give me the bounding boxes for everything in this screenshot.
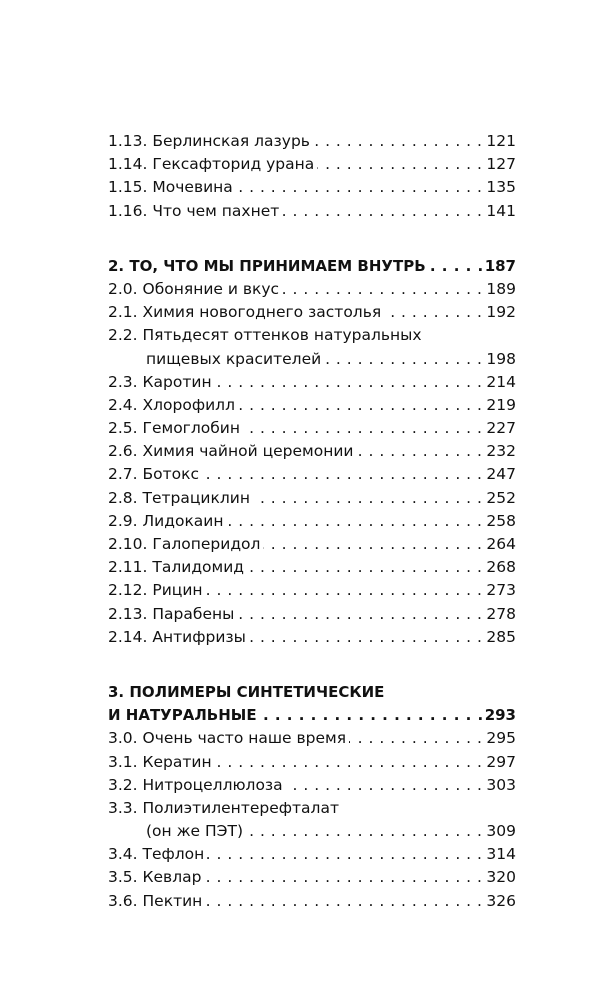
toc-entry-page: 141	[483, 200, 516, 223]
toc-entry-text	[108, 465, 202, 483]
toc-entry-number: 1.16.	[108, 201, 148, 220]
toc-entry	[108, 890, 516, 913]
toc-entry	[108, 278, 516, 301]
toc-entry-text	[108, 396, 238, 414]
toc-entry	[108, 371, 516, 394]
toc-entry-number: 1.15.	[108, 178, 148, 197]
toc-entry-page: 309	[483, 820, 516, 843]
toc-entry-title: Кевлар	[142, 868, 202, 887]
toc-section	[108, 255, 516, 649]
toc-entry	[108, 176, 516, 199]
toc-entry-title: Обоняние и вкус	[142, 279, 280, 298]
toc-entry-number: 2.10.	[108, 535, 148, 553]
toc-entry-text	[108, 753, 215, 771]
toc-entry-page: 227	[483, 417, 516, 440]
toc-entry-page: 285	[483, 626, 516, 649]
toc-entry-number: 2.4.	[108, 395, 138, 414]
toc-entry-page: 264	[483, 533, 516, 556]
toc-entry-number: 2.13.	[108, 604, 148, 623]
toc-entry-text	[108, 868, 204, 886]
toc-entry	[108, 440, 516, 463]
toc-entry-title: Химия чайной церемонии	[142, 442, 354, 461]
toc-entry-text	[108, 581, 206, 599]
toc-entry-number: 2.7.	[108, 465, 138, 484]
toc-entry-title: Химия новогоднего застолья	[142, 303, 382, 322]
toc-entry-number: 2.2.	[108, 326, 138, 345]
toc-entry	[108, 324, 516, 347]
section-heading-title: 2. ТО, ЧТО МЫ ПРИНИМАЕМ ВНУТРЬ	[108, 257, 429, 275]
toc-entry-number: 3.1.	[108, 752, 138, 771]
toc-entry-text	[108, 373, 215, 391]
toc-entry-title: Берлинская лазурь	[152, 132, 310, 150]
toc-entry-text	[108, 628, 249, 646]
toc-entry	[108, 556, 516, 579]
toc-entry-number: 2.9.	[108, 511, 138, 530]
toc-entry-title: Пятьдесят оттенков натуральных	[142, 326, 422, 345]
toc-entry-page: 268	[483, 556, 516, 579]
toc-entry-number: 2.1.	[108, 303, 138, 322]
toc-entry	[108, 751, 516, 774]
toc-entry-text	[108, 558, 247, 576]
section-heading	[108, 681, 516, 704]
section-heading	[108, 255, 516, 278]
toc-entry-title: Парабены	[152, 604, 235, 623]
toc-entry-text	[108, 489, 253, 507]
toc-entry-number: 1.13.	[108, 132, 148, 150]
toc-entry-title: Кератин	[142, 752, 212, 771]
toc-entry-title: Мочевина	[152, 178, 233, 197]
toc-entry-number: 2.11.	[108, 558, 148, 577]
toc-entry-number: 3.2.	[108, 775, 138, 794]
toc-entry	[108, 394, 516, 417]
toc-entry-title: Полиэтилентерефталат	[142, 798, 339, 817]
toc-entry-page: 121	[483, 130, 516, 153]
toc-entry-page: 135	[483, 176, 516, 199]
toc-entry-number: 2.14.	[108, 627, 148, 646]
toc-entry-title: Очень часто наше время	[142, 729, 347, 748]
toc-section	[108, 681, 516, 913]
toc-entry-text	[108, 303, 384, 321]
toc-entry-number: 2.12.	[108, 581, 148, 600]
toc-entry	[108, 417, 516, 440]
toc-entry-text	[108, 535, 263, 553]
toc-entry-text	[108, 280, 282, 298]
toc-entry-text	[108, 512, 227, 530]
toc-entry-title: Что чем пахнет	[152, 201, 280, 220]
toc-entry-title: Антифризы	[152, 627, 246, 646]
toc-entry-page: 127	[483, 153, 516, 176]
section-heading-title: 3. ПОЛИМЕРЫ СИНТЕТИЧЕСКИЕ	[108, 683, 387, 701]
toc-entry-page: 314	[483, 843, 516, 866]
toc-entry-text	[108, 326, 425, 344]
toc-entry-page: 297	[483, 751, 516, 774]
toc-entry-page: 326	[483, 890, 516, 913]
section-heading-page: 187	[482, 255, 516, 278]
toc-entry	[108, 603, 516, 626]
toc-entry-text	[108, 132, 313, 150]
toc-entry-title: Гемоглобин	[142, 419, 240, 438]
toc-entry	[108, 727, 516, 750]
toc-entry-title: Тефлон	[142, 845, 205, 864]
toc-entry-number: 2.0.	[108, 279, 138, 298]
toc-entry-page: 273	[483, 579, 516, 602]
toc-entry-number: 3.6.	[108, 891, 138, 910]
toc-entry-number: 3.4.	[108, 845, 138, 864]
toc-section	[108, 130, 516, 223]
toc-entry	[108, 510, 516, 533]
toc-entry-page: 247	[483, 463, 516, 486]
toc-entry-text	[108, 845, 207, 863]
toc-entry-title: Галоперидол	[152, 535, 261, 553]
toc-entry-page: 192	[483, 301, 516, 324]
toc-entry-title: Ботокс	[142, 465, 200, 484]
toc-entry-title: Талидомид	[152, 558, 245, 577]
toc-entry-text	[108, 155, 317, 173]
toc-entry-title: Гексафторид урана	[152, 155, 315, 174]
toc-entry-number: 3.5.	[108, 868, 138, 887]
toc-entry-title: Лидокаин	[142, 511, 224, 530]
toc-entry-title: Тетрациклин	[142, 488, 250, 507]
toc-entry-continuation	[108, 820, 516, 843]
section-heading-title: И НАТУРАЛЬНЫЕ	[108, 706, 260, 724]
toc-entry	[108, 153, 516, 176]
toc-entry	[108, 774, 516, 797]
toc-entry-continuation	[108, 348, 516, 371]
toc-entry-page: 303	[483, 774, 516, 797]
table-of-contents	[108, 130, 516, 945]
section-heading	[108, 704, 516, 727]
toc-entry-text	[108, 419, 243, 437]
toc-entry-title-continued: пищевых красителей	[108, 350, 324, 368]
toc-entry-number: 2.8.	[108, 488, 138, 507]
toc-entry-text	[108, 442, 357, 460]
toc-entry-text	[108, 729, 349, 747]
toc-entry	[108, 843, 516, 866]
toc-entry-text	[108, 776, 286, 794]
toc-entry-page: 278	[483, 603, 516, 626]
toc-entry	[108, 866, 516, 889]
toc-entry-page: 252	[483, 487, 516, 510]
toc-entry	[108, 130, 516, 153]
toc-entry	[108, 533, 516, 556]
toc-entry-page: 219	[483, 394, 516, 417]
toc-entry	[108, 797, 516, 820]
toc-entry-page: 189	[483, 278, 516, 301]
toc-entry-number: 1.14.	[108, 155, 148, 174]
toc-entry-number: 3.0.	[108, 729, 138, 748]
toc-entry-title-continued: (он же ПЭТ)	[108, 822, 246, 840]
toc-entry	[108, 579, 516, 602]
toc-entry-title: Каротин	[142, 372, 212, 391]
toc-entry	[108, 463, 516, 486]
toc-entry-page: 320	[483, 866, 516, 889]
toc-entry-title: Рицин	[152, 581, 203, 600]
toc-entry-page: 258	[483, 510, 516, 533]
section-heading-page: 293	[482, 704, 516, 727]
toc-entry-number: 2.5.	[108, 419, 138, 438]
toc-entry-page: 198	[483, 348, 516, 371]
toc-entry-text	[108, 202, 282, 220]
toc-entry-title: Хлорофилл	[142, 395, 235, 414]
toc-entry-number: 3.3.	[108, 798, 138, 817]
toc-entry	[108, 301, 516, 324]
toc-entry-number: 2.3.	[108, 372, 138, 391]
toc-entry-text	[108, 178, 236, 196]
toc-entry-text	[108, 799, 342, 817]
toc-entry-number: 2.6.	[108, 442, 138, 461]
toc-entry-title: Пектин	[142, 891, 203, 910]
toc-entry-text	[108, 605, 237, 623]
toc-entry-text	[108, 892, 205, 910]
toc-entry-page: 232	[483, 440, 516, 463]
toc-entry	[108, 626, 516, 649]
toc-entry-page: 214	[483, 371, 516, 394]
toc-entry	[108, 487, 516, 510]
toc-entry	[108, 200, 516, 223]
toc-entry-title: Нитроцеллюлоза	[142, 775, 283, 794]
toc-entry-page: 295	[483, 727, 516, 750]
